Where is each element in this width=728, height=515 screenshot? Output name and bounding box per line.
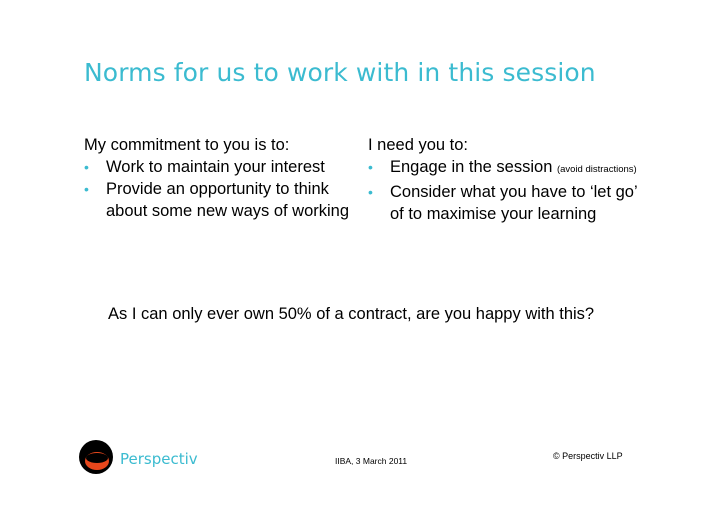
bullet-icon: • xyxy=(368,159,373,175)
event-label: IIBA, 3 March 2011 xyxy=(335,456,408,466)
bullet-icon: • xyxy=(84,159,89,175)
needs-column xyxy=(368,134,638,225)
copyright-label: © Perspectiv LLP xyxy=(553,451,623,461)
bullet-icon: • xyxy=(84,181,89,197)
needs-text-continued: of to maximise your learning xyxy=(390,205,597,223)
commitment-bullet xyxy=(84,178,349,222)
needs-text: Engage in the session xyxy=(390,158,553,176)
perspectiv-logo-icon xyxy=(78,439,114,475)
needs-text: Consider what you have to ‘let go’ xyxy=(390,183,638,201)
commitment-heading: My commitment to you is to: xyxy=(84,136,290,154)
needs-bullet xyxy=(368,181,638,225)
commitment-text: Provide an opportunity to think xyxy=(106,180,329,198)
commitment-bullet xyxy=(84,156,349,178)
commitment-column xyxy=(84,134,349,222)
commitment-text: Work to maintain your interest xyxy=(106,158,325,176)
brand-name: Perspectiv xyxy=(120,450,198,468)
needs-bullet xyxy=(368,156,638,181)
needs-note: (avoid distractions) xyxy=(556,164,637,175)
commitment-text-continued: about some new ways of working xyxy=(106,202,350,220)
needs-heading: I need you to: xyxy=(368,136,468,154)
bullet-icon: • xyxy=(368,184,373,200)
contract-question: As I can only ever own 50% of a contract, are you happy with this? xyxy=(108,305,595,323)
slide-title: Norms for us to work with in this session xyxy=(84,58,596,87)
